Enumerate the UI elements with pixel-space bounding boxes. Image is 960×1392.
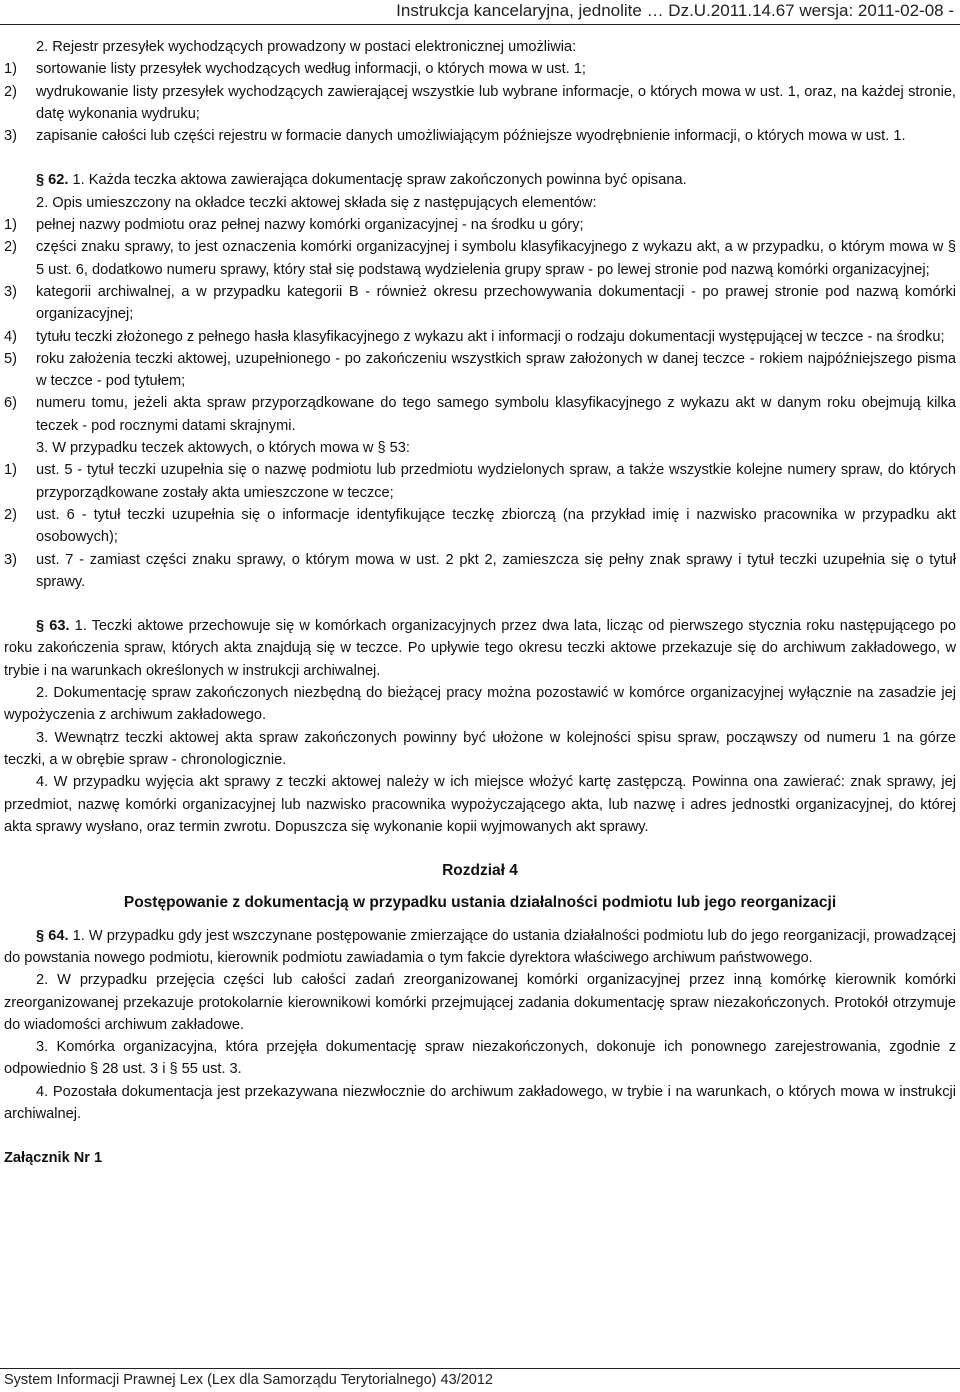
section-label-63: § 63.	[36, 618, 70, 635]
spacer	[4, 882, 956, 892]
list-number: 1)	[4, 61, 17, 78]
paragraph-64-3: 3. Komórka organizacyjna, która przejęła dokumentację spraw niezakończonych, dokonuje ich ponownego zarejestrowania, zgodnie z odpowiednio § 28 ust. 3 i § 55 ust. 3.	[4, 1039, 956, 1078]
paragraph-64-1-text: 1. W przypadku gdy jest wszczynane postępowanie zmierzające do ustania działalności podmiotu lub do jego reorganizacji, prowadzącej do powstania nowego podmiotu, kierownik podmiotu zawiadamia o tym fakcie dyrektora właściwego archiwum państwowego.	[4, 927, 956, 966]
paragraph-62-1-text: 1. Każda teczka aktowa zawierająca dokumentację spraw zakończonych powinna być opisana.	[72, 172, 687, 189]
list-number: 3)	[4, 128, 17, 145]
paragraph-63-1	[4, 615, 956, 682]
list-item-62-3-1	[4, 459, 956, 504]
paragraph-63-3: 3. Wewnątrz teczki aktowej akta spraw zakończonych powinny być ułożone w kolejności spisu spraw, począwszy od numeru 1 na górze teczki, a w obrębie spraw - chronologicznie.	[4, 729, 956, 768]
list-text: ust. 7 - zamiast części znaku sprawy, o którym mowa w ust. 2 pkt 2, zamieszcza się pełny znak sprawy i tytuł teczki uzupełnia się o tytuł sprawy.	[36, 551, 956, 590]
paragraph-62-1	[4, 169, 956, 191]
list-item-62-3-3	[4, 549, 956, 594]
page-header	[0, 0, 960, 25]
spacer	[4, 915, 956, 925]
list-item-62-2-6	[4, 392, 956, 437]
list-item-62-2-2	[4, 236, 956, 281]
header-text: Instrukcja kancelaryjna, jednolite … Dz.U.2011.14.67 wersja: 2011-02-08 -	[396, 1, 954, 20]
list-item-61-1	[4, 58, 956, 80]
list-number: 3)	[4, 551, 17, 568]
list-item-61-2	[4, 81, 956, 126]
paragraph-64-4: 4. Pozostała dokumentacja jest przekazywana niezwłocznie do archiwum zakładowego, w trybie i na warunkach, o których mowa w instrukcji archiwalnej.	[4, 1083, 956, 1123]
list-text: ust. 6 - tytuł teczki uzupełnia się o informacje identyfikujące teczkę zbiorczą (na przykład imię i nazwisko pracownika w przypadku akt osobowych);	[36, 506, 956, 546]
section-label-64: § 64.	[36, 927, 69, 944]
list-text: tytułu teczki złożonego z pełnego hasła klasyfikacyjnego z wykazu akt i informacji o rodzaju dokumentacji występującej w teczce - na środku;	[36, 328, 945, 345]
attachment-title: Załącznik Nr 1	[4, 1150, 103, 1167]
chapter-title: Postępowanie z dokumentacją w przypadku ustania działalności podmiotu lub jego reorganizacji	[123, 894, 837, 912]
list-text: części znaku sprawy, to jest oznaczenia komórki organizacyjnej i symbolu klasyfikacyjnego z wykazu akt, a w przypadku, o którym mowa w § 5 ust. 6, dodatkowo numeru sprawy, który stał się podstawą wydzielenia grupy spraw - po lewej stronie pod nazwą komórki organizacyjnej;	[36, 239, 956, 278]
paragraph-61-2: 2. Rejestr przesyłek wychodzących prowadzony w postaci elektronicznej umożliwia:	[36, 39, 577, 55]
paragraph-64-1	[4, 925, 956, 970]
paragraph-62-2: 2. Opis umieszczony na okładce teczki aktowej składa się z następujących elementów:	[36, 194, 597, 211]
paragraph-63-4: 4. W przypadku wyjęcia akt sprawy z teczki aktowej należy w ich miejsce włożyć kartę zastępczą. Powinna ona zawierać: znak sprawy, jej przedmiot, nazwę komórki organizacyjnej lub nazwisko pracownika wypożyczającego akta, lub nazwę i adres jednostki organizacyjnej, do której akta sprawy wysłano, oraz termin zwrotu. Dopuszcza się wykonanie kopii wyjmowanych akt sprawy.	[4, 774, 956, 835]
list-text: sortowanie listy przesyłek wychodzących według informacji, o których mowa w ust. 1;	[36, 61, 586, 78]
list-text: roku założenia teczki aktowej, uzupełnionego - po zakończeniu wszystkich spraw założonych w danej teczce - rokiem najpóźniejszego pisma w teczce - pod tytułem;	[36, 350, 956, 390]
list-item-62-3-2	[4, 504, 956, 549]
spacer	[4, 1125, 956, 1147]
page-footer	[0, 1368, 960, 1392]
section-label-62: § 62.	[36, 172, 69, 189]
spacer	[4, 593, 956, 615]
list-item-62-2-1	[4, 214, 956, 236]
spacer	[4, 147, 956, 169]
list-number: 2)	[4, 83, 17, 100]
list-text: zapisanie całości lub części rejestru w formacie danych umożliwiającym późniejsze wyodrębnienie informacji, o których mowa w ust. 1.	[36, 128, 906, 145]
list-number: 3)	[4, 283, 17, 300]
list-number: 1)	[4, 462, 17, 479]
list-item-62-2-4	[4, 326, 956, 348]
chapter-number: Rozdział 4	[442, 862, 518, 880]
list-text: pełnej nazwy podmiotu oraz pełnej nazwy komórki organizacyjnej - na środku u góry;	[36, 217, 584, 234]
paragraph-64-2: 2. W przypadku przejęcia części lub całości zadań zreorganizowanej komórki organizacyjnej przez inną komórkę kierownik komórki zreorganizowanej przekazuje protokolarnie kierownikowi komórki przejmującej zadania dokumentację spraw niezakończonych. Protokół otrzymuje do wiadomości archiwum zakładowe.	[4, 972, 956, 1033]
list-text: ust. 5 - tytuł teczki uzupełnia się o nazwę podmiotu lub przedmiotu wydzielonych spraw, a także wszystkie kolejne numery spraw, do których przyporządkowane zostały akta umieszczone w teczce;	[36, 462, 956, 501]
list-text: wydrukowanie listy przesyłek wychodzących zawierającej wszystkie lub wybrane informacje, o których mowa w ust. 1, oraz, na każdej stronie, datę wykonania wydruku;	[36, 83, 956, 122]
document-body	[4, 36, 956, 1170]
list-number: 5)	[4, 350, 17, 367]
paragraph-63-2: 2. Dokumentację spraw zakończonych niezbędną do bieżącej pracy można pozostawić w komórce organizacyjnej wyłącznie na zasadzie jej wypożyczenia z archiwum zakładowego.	[4, 685, 956, 724]
list-item-61-3	[4, 125, 956, 147]
list-number: 1)	[4, 217, 17, 234]
paragraph-62-3: 3. W przypadku teczek aktowych, o których mowa w § 53:	[36, 440, 410, 457]
list-number: 6)	[4, 395, 17, 412]
list-text: numeru tomu, jeżeli akta spraw przyporządkowane do tego samego symbolu klasyfikacyjnego z wykazu akt w danym roku obejmują kilka teczek - pod rocznymi datami skrajnymi.	[36, 395, 956, 434]
list-text: kategorii archiwalnej, a w przypadku kategorii B - również okresu przechowywania dokumentacji - po prawej stronie pod nazwą komórki organizacyjnej;	[36, 283, 956, 323]
list-number: 2)	[4, 239, 17, 256]
paragraph-63-1-text: 1. Teczki aktowe przechowuje się w komórkach organizacyjnych przez dwa lata, licząc od pierwszego stycznia roku następującego po roku zakończenia spraw, których akta znajdują się w teczce. Po upływie tego okresu teczki aktowe przekazuje się do archiwum zakładowego, w trybie i na warunkach określonych w instrukcji archiwalnej.	[4, 618, 957, 679]
list-number: 4)	[4, 328, 17, 345]
footer-text: System Informacji Prawnej Lex (Lex dla Samorządu Terytorialnego) 43/2012	[4, 1372, 493, 1388]
list-item-62-2-3	[4, 281, 956, 326]
list-item-62-2-5	[4, 348, 956, 393]
spacer	[4, 838, 956, 860]
list-number: 2)	[4, 506, 17, 523]
